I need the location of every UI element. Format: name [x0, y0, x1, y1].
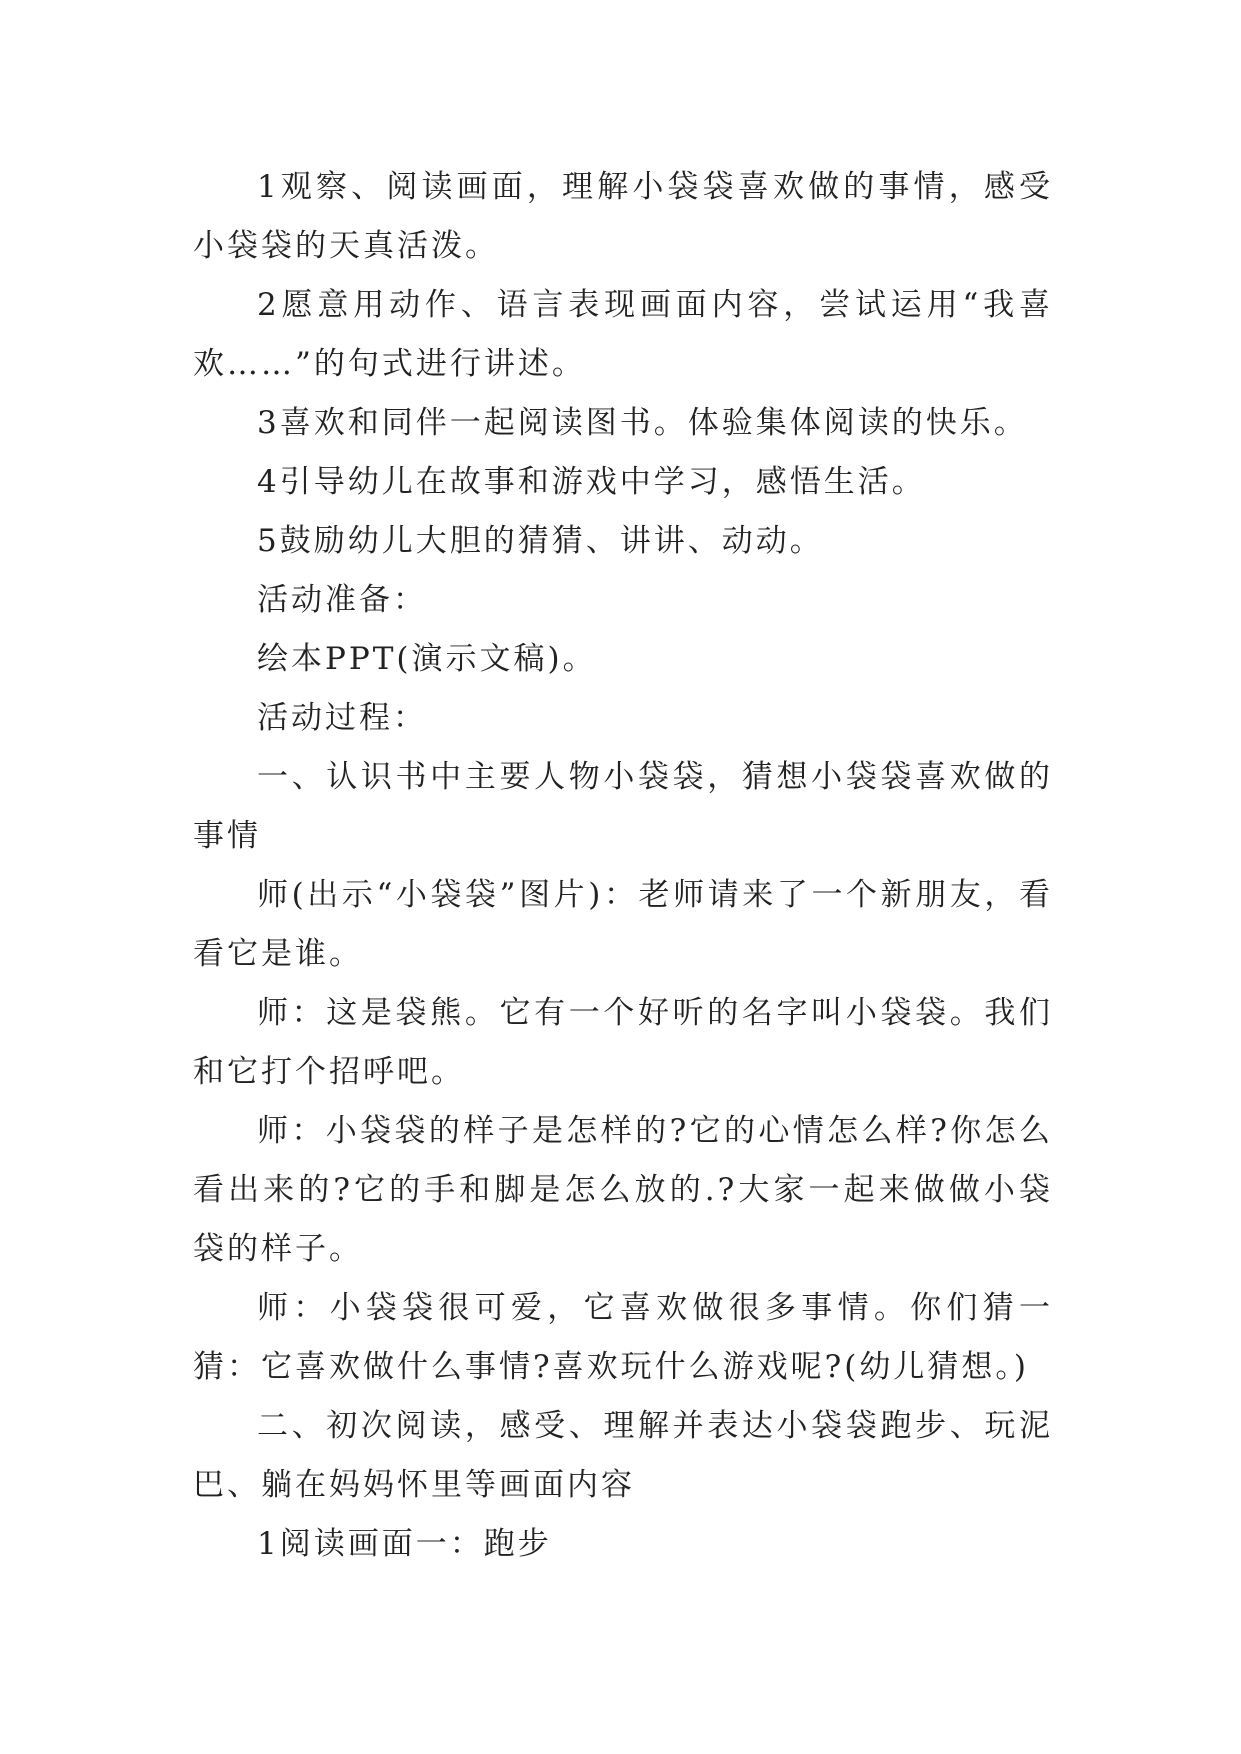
teacher-line-4: 师：小袋袋很可爱，它喜欢做很多事情。你们猜一猜：它喜欢做什么事情?喜欢玩什么游戏呢?(幼儿猜想。): [193, 1290, 1053, 1385]
step-one-heading: 一、认识书中主要人物小袋袋，猜想小袋袋喜欢做的事情: [193, 759, 1053, 854]
teacher-line-2: 师：这是袋熊。它有一个好听的名字叫小袋袋。我们和它打个招呼吧。: [193, 995, 1053, 1090]
objective-2: 2愿意用动作、语言表现画面内容，尝试运用“我喜欢……”的句式进行讲述。: [193, 287, 1053, 382]
teacher-line-1: 师(出示“小袋袋”图片)：老师请来了一个新朋友，看看它是谁。: [193, 877, 1053, 972]
step-two-heading: 二、初次阅读，感受、理解并表达小袋袋跑步、玩泥巴、躺在妈妈怀里等画面内容: [193, 1408, 1053, 1503]
preparation-heading: 活动准备：: [257, 582, 427, 618]
objective-5: 5鼓励幼儿大胆的猜猜、讲讲、动动。: [257, 523, 824, 559]
teacher-line-3: 师：小袋袋的样子是怎样的?它的心情怎么样?你怎么看出来的?它的手和脚是怎么放的.?大家一起来做做小袋袋的样子。: [193, 1113, 1053, 1267]
preparation-text: 绘本PPT(演示文稿)。: [257, 641, 597, 677]
objective-4: 4引导幼儿在故事和游戏中学习，感悟生活。: [257, 464, 926, 500]
objective-1: 1观察、阅读画面，理解小袋袋喜欢做的事情，感受小袋袋的天真活泼。: [193, 169, 1053, 264]
objective-3: 3喜欢和同伴一起阅读图书。体验集体阅读的快乐。: [257, 405, 1028, 441]
reading-scene-1: 1阅读画面一：跑步: [257, 1526, 552, 1562]
document-page: [193, 158, 1053, 1574]
process-heading: 活动过程：: [257, 700, 427, 736]
